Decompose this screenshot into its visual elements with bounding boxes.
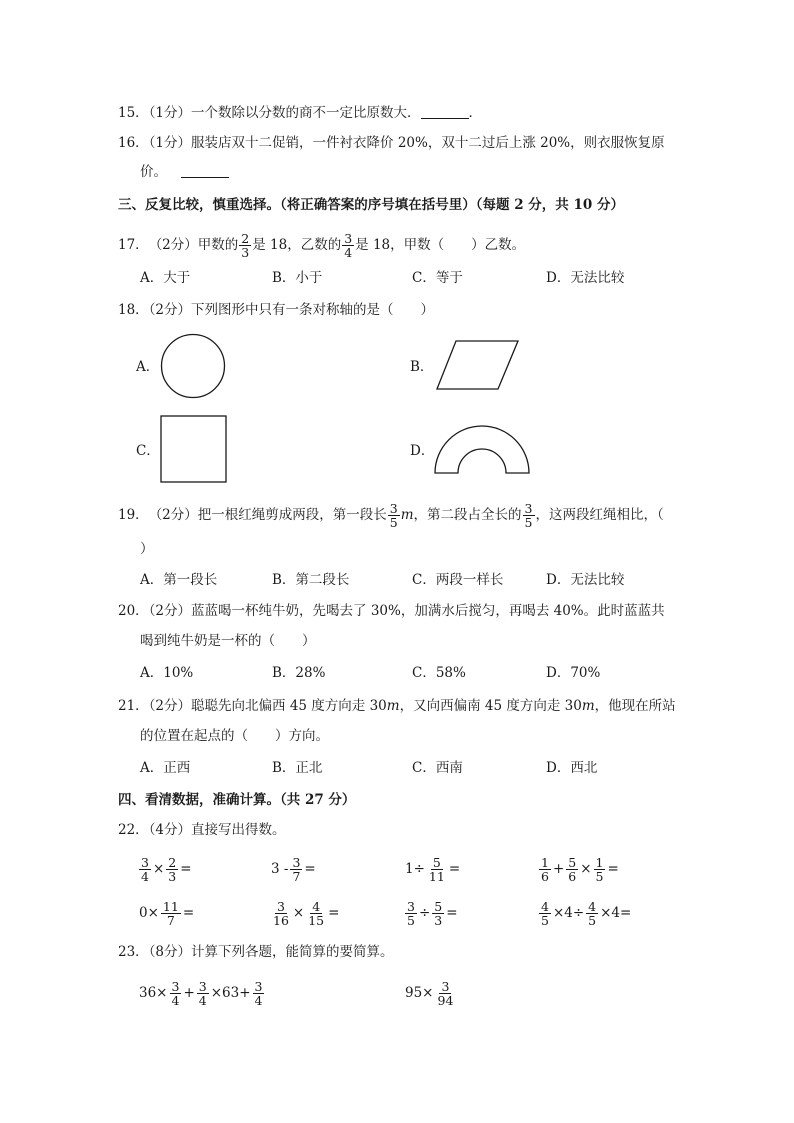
question-text: 一个数除以分数的商不一定比原数大． [191, 105, 421, 121]
question-score: （1分） [148, 135, 192, 151]
question-15: 15．（1分）一个数除以分数的商不一定比原数大． ． [118, 105, 483, 121]
question-21: 21．（2分）聪聪先向北偏西 45 度方向走 30m，又向西偏南 45 度方向走 30m，他现在所站 [118, 698, 676, 714]
option-a[interactable]: A．正西 [140, 760, 191, 776]
option-a-label[interactable]: A． [136, 359, 160, 375]
option-c[interactable]: C．58% [412, 665, 466, 681]
question-22: 22．（4分）直接写出得数。 [118, 822, 286, 838]
option-b[interactable]: B．第二段长 [272, 572, 350, 588]
option-d[interactable]: D．无法比较 [546, 270, 625, 286]
question-20: 20．（2分）蓝蓝喝一杯纯牛奶，先喝去了 30%，加满水后搅匀，再喝去 40%。此时蓝蓝共 [118, 603, 665, 619]
square-shape-option-c[interactable] [160, 415, 228, 483]
option-d[interactable]: D．西北 [546, 760, 598, 776]
question-16 [118, 133, 665, 153]
calc-expression-2: 95× $\frac{3}{94}$ [405, 978, 454, 1008]
question-23: 23．（8分）计算下列各题，能简算的要简算。 [118, 944, 394, 960]
option-d[interactable]: D．70% [546, 665, 601, 681]
section-4-heading: 四、看清数据，准确计算。（共 27 分） [118, 792, 356, 808]
option-b-label[interactable]: B． [410, 359, 434, 375]
option-a[interactable]: A．10% [140, 665, 194, 681]
fraction: $\frac{3}{4}$ [344, 230, 353, 260]
question-number: 15． [118, 105, 149, 121]
expression-5: 0× $\frac{11}{7}$ = [139, 898, 195, 928]
option-c[interactable]: C．西南 [412, 760, 463, 776]
answer-blank[interactable] [181, 163, 229, 178]
option-d-label[interactable]: D． [410, 443, 435, 459]
half-ring-shape-option-d[interactable] [434, 425, 532, 475]
question-18: 18．（2分）下列图形中只有一条对称轴的是（ ） [118, 302, 435, 318]
question-text: 服装店双十二促销，一件衬衣降价 20%，双十二过后上涨 20%，则衣服恢复原 [191, 135, 665, 151]
option-a[interactable]: A．第一段长 [140, 572, 218, 588]
expression-7: $\frac{3}{5}$ ÷ $\frac{5}{3}$ = [407, 898, 458, 928]
question-number: 16． [118, 135, 149, 151]
expression-6: $\frac{3}{16}$ × $\frac{4}{15}$ = [273, 898, 340, 928]
option-c-label[interactable]: C． [136, 443, 160, 459]
question-score: （1分） [148, 105, 192, 121]
option-b[interactable]: B．28% [272, 665, 326, 681]
calc-expression-1: 36× $\frac{3}{4}$ + $\frac{3}{4}$ ×63+ $\frac{3}{4}$ [139, 978, 263, 1008]
question-19: 19． （2分） 把一根红绳剪成两段，第一段长 $\frac{3}{5}$ m ，第二段占全长的 $\frac{3}{5}$ ，这两段红绳相比，（ [118, 500, 664, 530]
question-17: 17． （2分） 甲数的 $\frac{2}{3}$ 是 18，乙数的 $\frac{3}{4}$ 是 18，甲数（ ）乙数。 [118, 230, 526, 260]
option-a[interactable]: A．大于 [140, 270, 191, 286]
fraction: $\frac{3}{5}$ [389, 500, 398, 530]
question-20-cont: 喝到纯牛奶是一杯的（ ） [140, 633, 316, 649]
option-c[interactable]: C．两段一样长 [412, 572, 504, 588]
option-b[interactable]: B．小于 [272, 270, 323, 286]
expression-4: $\frac{1}{6}$ + $\frac{5}{6}$ × $\frac{1}{5}$ = [541, 854, 619, 884]
question-21-cont: 的位置在起点的（ ）方向。 [140, 728, 329, 744]
expression-2: 3 - $\frac{3}{7}$ = [271, 854, 316, 884]
fraction: $\frac{2}{3}$ [241, 230, 250, 260]
fraction: $\frac{3}{5}$ [524, 500, 533, 530]
question-16-cont: 价。 [140, 162, 229, 182]
option-b[interactable]: B．正北 [272, 760, 323, 776]
expression-8: $\frac{4}{5}$ ×4÷ $\frac{4}{5}$ ×4= [541, 898, 632, 928]
answer-blank[interactable] [421, 104, 469, 119]
section-3-heading: 三、反复比较，慎重选择。（将正确答案的序号填在括号里）（每题 2 分，共 10 分） [118, 197, 624, 213]
option-d[interactable]: D．无法比较 [546, 572, 625, 588]
parallelogram-shape-option-b[interactable] [436, 340, 520, 390]
question-19-cont: ） [140, 541, 154, 557]
expression-1: $\frac{3}{4}$ × $\frac{2}{3}$ = [141, 854, 192, 884]
circle-shape-option-a[interactable] [160, 333, 226, 399]
option-c[interactable]: C．等于 [412, 270, 463, 286]
expression-3: 1÷ $\frac{5}{11}$ = [405, 854, 461, 884]
